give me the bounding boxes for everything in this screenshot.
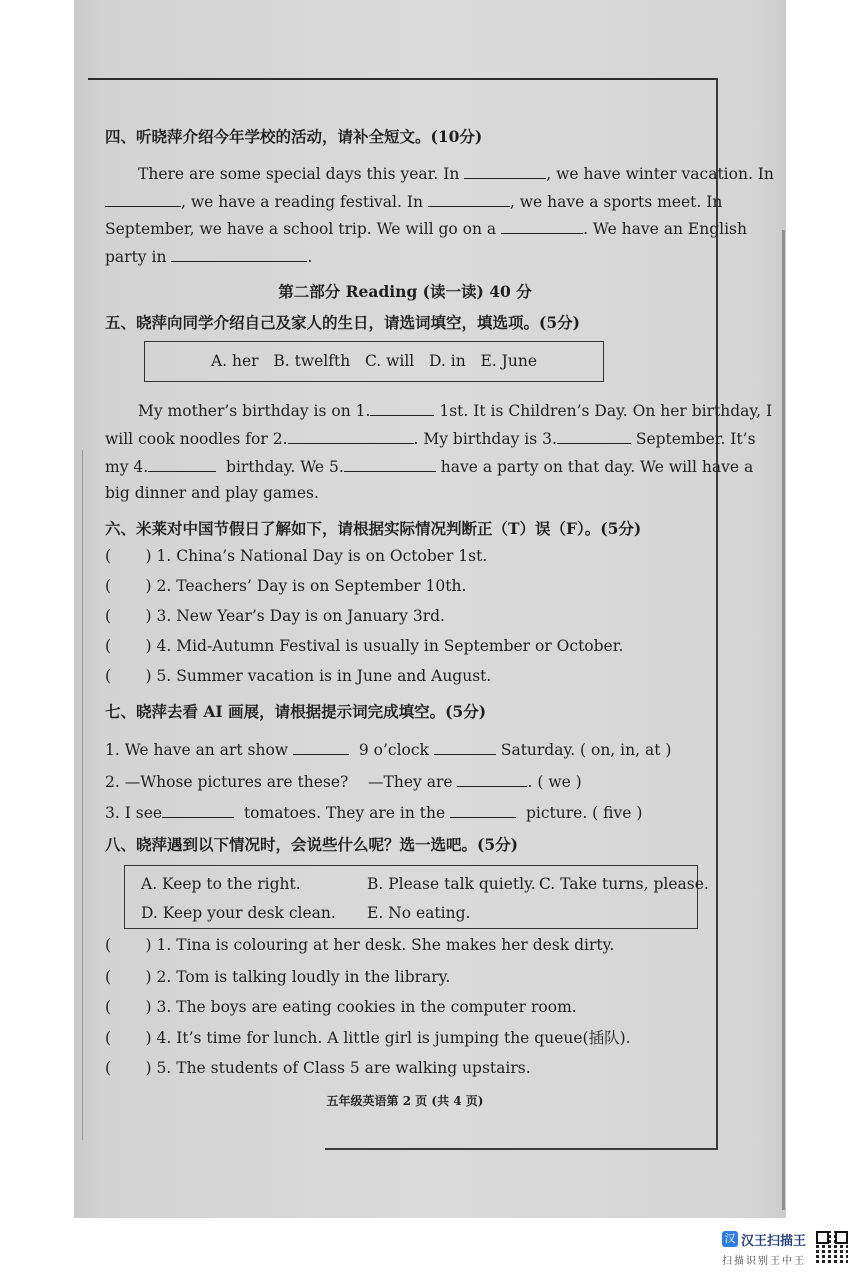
- section-5-heading: 五、晓萍向同学介绍自己及家人的生日，请选词填空，填选项。(5分): [105, 313, 580, 332]
- section-4-line-1: There are some special days this year. In , we have winter vacation. In: [138, 165, 774, 183]
- section-8-option-b: B. Please talk quietly.: [367, 875, 536, 893]
- frame-left-faint-rule: [82, 450, 83, 1140]
- section-5-line-1: My mother’s birthday is on 1. 1st. It is Children’s Day. On her birthday, I: [138, 402, 773, 420]
- section-7-question-1: 1. We have an art show 9 o’clock Saturday. ( on, in, at ): [105, 741, 672, 759]
- section-8-heading: 八、晓萍遇到以下情况时，会说些什么呢？选一选吧。(5分): [105, 835, 518, 854]
- section-6-item: ( ) 2. Teachers’ Day is on September 10th.: [105, 577, 467, 595]
- scanner-logo-icon: 汉: [722, 1231, 738, 1247]
- section-4-line-2: , we have a reading festival. In , we have a sports meet. In: [105, 191, 722, 212]
- section-5-options: A. her B. twelfth C. will D. in E. June: [210, 352, 538, 370]
- section-6-item: ( ) 1. China’s National Day is on October 1st.: [105, 547, 488, 565]
- scanner-tagline: 扫描识别王中王: [722, 1256, 806, 1267]
- section-4-line-3: September, we have a school trip. We will go on a . We have an English: [105, 220, 747, 238]
- section-5-line-2: will cook noodles for 2. . My birthday is 3. September. It’s: [105, 430, 756, 448]
- section-8-options-box: [124, 865, 709, 929]
- section-6-item: ( ) 4. Mid-Autumn Festival is usually in September or October.: [105, 637, 624, 655]
- section-4-heading: 四、听晓萍介绍今年学校的活动，请补全短文。(10分): [105, 127, 483, 146]
- section-8-item: ( ) 5. The students of Class 5 are walking upstairs.: [105, 1059, 531, 1077]
- page-edge-shadow: [782, 230, 785, 1210]
- section-5-word-bank: [144, 341, 604, 382]
- section-8-option-e: E. No eating.: [367, 904, 471, 922]
- qr-code-icon: [816, 1231, 848, 1263]
- section-6-heading: 六、米莱对中国节假日了解如下，请根据实际情况判断正（T）误（F）。(5分): [105, 519, 642, 538]
- page-footer: 五年级英语第 2 页 (共 4 页): [326, 1094, 484, 1108]
- scanner-brand-name: 汉王扫描王: [741, 1234, 807, 1249]
- section-4-line-4: party in .: [105, 248, 313, 266]
- section-6-item: ( ) 5. Summer vacation is in June and August.: [105, 667, 492, 685]
- section-7-heading: 七、晓萍去看 AI 画展，请根据提示词完成填空。(5分): [105, 702, 487, 721]
- section-8-option-a: A. Keep to the right.: [141, 875, 301, 893]
- section-8-item: ( ) 3. The boys are eating cookies in the computer room.: [105, 998, 577, 1016]
- section-8-item: ( ) 2. Tom is talking loudly in the library.: [105, 968, 451, 986]
- frame-top-rule: [88, 78, 718, 80]
- section-7-question-2: 2. —Whose pictures are these? —They are . ( we ): [105, 773, 582, 791]
- section-7-question-3: 3. I see tomatoes. They are in the picture. ( five ): [105, 804, 643, 822]
- section-8-option-c: C. Take turns, please.: [539, 875, 709, 893]
- section-5-line-3: my 4. birthday. We 5. have a party on that day. We will have a: [105, 458, 754, 476]
- part-2-title: 第二部分 Reading (读一读) 40 分: [278, 282, 532, 301]
- section-6-item: ( ) 3. New Year’s Day is on January 3rd.: [105, 607, 445, 625]
- section-5-line-4: big dinner and play games.: [105, 484, 319, 502]
- frame-bottom-rule: [325, 1148, 718, 1150]
- section-8-item: ( ) 4. It’s time for lunch. A little girl is jumping the queue(插队).: [105, 1029, 631, 1047]
- section-8-option-d: D. Keep your desk clean.: [141, 904, 336, 922]
- section-8-item: ( ) 1. Tina is colouring at her desk. She makes her desk dirty.: [105, 936, 615, 954]
